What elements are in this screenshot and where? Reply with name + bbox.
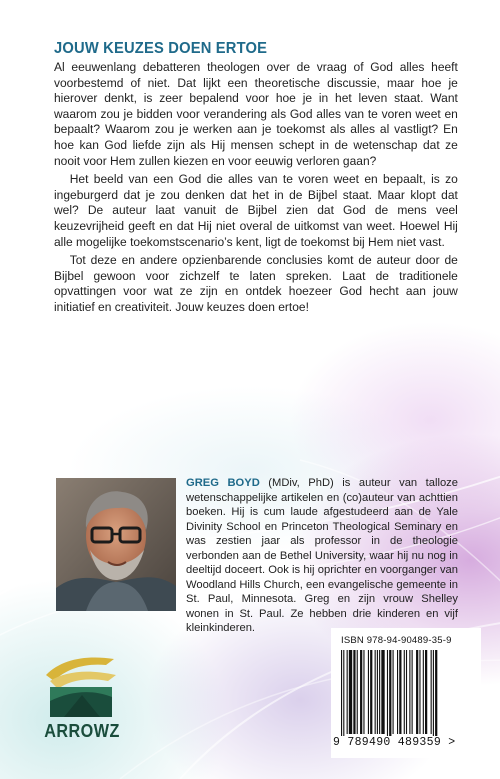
barcode-bar: [423, 650, 424, 734]
blurb-paragraph-1: Al eeuwenlang debatteren theologen over de vraag of God alles heeft voorbestemd of niet. Dat lijkt een theoretische discussie, maar hoe je hierover denkt, is zeer bepalend voor hoe je in het leven staat. Want waarom zou je bidden voor verandering als God alles van te voren weet en bepaalt? Waarom zou je werken aan je toekomst als alles al vastligt? En hoe kan God liefde zijn als Hij mensen schept in de wetenschap dat ze nooit voor Hem zullen kiezen en voor eeuwig verloren gaan?: [54, 60, 458, 168]
barcode-bar: [353, 650, 355, 734]
barcode-bar: [399, 650, 401, 734]
author-name: GREG BOYD: [186, 477, 260, 489]
publisher-logo: [36, 641, 128, 741]
barcode-bar: [375, 650, 376, 734]
barcode-bar: [409, 650, 410, 734]
barcode-bar: [435, 650, 437, 742]
barcode-bar: [370, 650, 372, 734]
barcode-bar: [341, 650, 342, 742]
barcode-bar: [357, 650, 358, 734]
barcode-bar: [397, 650, 398, 734]
barcode-digits: 9 789490 489359 >: [333, 736, 479, 749]
barcode-bar: [425, 650, 427, 734]
author-bio: [186, 476, 458, 636]
barcode-bar: [431, 650, 432, 734]
barcode-bar: [363, 650, 364, 734]
barcode-bar: [416, 650, 418, 734]
author-bio-text: (MDiv, PhD) is auteur van talloze wetenschappelijke artikelen en (co)auteur van achttien boeken. Hij is cum laude afgestudeerd aan de Yale Divinity School en Princeton Theological Seminary en was zestien jaar als professor in de theologie verbonden aan de Bethel University, waar hij nu nog in deeltijd doceert. Ook is hij oprichter en voorganger van Woodland Hills Church, een evangelische gemeente in St. Paul, Minnesota. Greg en zijn vrouw Shelley wonen in St. Paul. Ze hebben drie kinderen en vijf kleinkinderen.: [186, 477, 458, 634]
isbn-label: ISBN 978-94-90489-35-9: [341, 635, 452, 646]
barcode-bar: [368, 650, 369, 734]
barcode-bar: [419, 650, 420, 734]
isbn-barcode: [331, 628, 481, 758]
arrowz-logo-icon: [36, 641, 128, 721]
cover-heading: JOUW KEUZES DOEN ERTOE: [54, 40, 268, 57]
barcode-bar: [406, 650, 407, 734]
barcode-bar: [347, 650, 348, 734]
barcode-bar: [433, 650, 434, 742]
barcode-bar: [381, 650, 384, 734]
author-portrait-image: [56, 478, 176, 611]
barcode-bars: [341, 650, 473, 742]
barcode-bar: [349, 650, 352, 734]
barcode-bar: [387, 650, 388, 742]
barcode-bar: [404, 650, 405, 734]
blurb-paragraph-2: Het beeld van een God die alles van te voren weet en bepaalt, is zo ingeburgerd dat je zou denken dat het in de Bijbel staat. Maar klopt dat wel? De auteur laat vanuit de Bijbel zien dat God de mens veel keuzevrijheid geeft en dat Hij niet overal de uitkomst van weet. Hoewel Hij alle mogelijke toekomstscenario’s kent, ligt de toekomst bij Hem niet vast.: [54, 172, 458, 249]
barcode-bar: [389, 650, 391, 742]
author-photo: [56, 478, 176, 611]
back-cover-blurb: [54, 60, 458, 319]
barcode-bar: [343, 650, 344, 742]
blurb-paragraph-3: Tot deze en andere opzienbarende conclusies komt de auteur door de Bijbel gewoon voor zichzelf te laten spreken. Laat de traditionele opvattingen voor wat ze zijn en ontdek hoezeer God hecht aan jouw initiatief en creativiteit. Jouw keuzes doen ertoe!: [54, 253, 458, 314]
barcode-bar: [393, 650, 394, 734]
barcode-bar: [379, 650, 380, 734]
barcode-bar: [377, 650, 378, 734]
barcode-bar: [412, 650, 413, 734]
publisher-name: ARROWZ: [44, 721, 120, 741]
barcode-bar: [360, 650, 362, 734]
